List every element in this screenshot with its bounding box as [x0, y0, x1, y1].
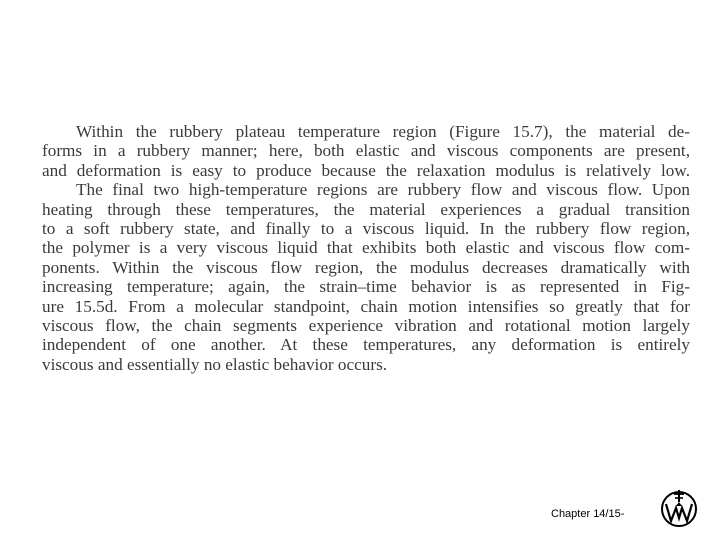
slide-label: Chapter 14/15- — [551, 508, 625, 520]
text-line: independent of one another. At these temperatures, any deformation is entirely — [42, 335, 690, 355]
text-line: ponents. Within the viscous flow region, the modulus decreases dramatically with — [42, 257, 690, 277]
text-line: to a soft rubbery state, and finally to a viscous liquid. In the rubbery flow region, — [42, 218, 690, 238]
text-line: viscous and essentially no elastic behavior occurs. — [42, 354, 388, 374]
text-line: heating through these temperatures, the material experiences a gradual transition — [42, 199, 690, 219]
text-line: ure 15.5d. From a molecular standpoint, chain motion intensifies so greatly that for — [42, 296, 690, 316]
text-line: forms in a rubbery manner; here, both elastic and viscous components are present, — [42, 141, 690, 161]
text-line: and deformation is easy to produce because the relaxation modulus is relatively low. — [42, 160, 690, 180]
text-line: the polymer is a very viscous liquid that exhibits both elastic and viscous flow com- — [42, 238, 690, 258]
text-line: viscous flow, the chain segments experience vibration and rotational motion largely — [42, 315, 690, 335]
text-line: Within the rubbery plateau temperature region (Figure 15.7), the material de- — [76, 122, 690, 141]
body-text — [42, 122, 690, 374]
wiley-logo-icon — [660, 488, 698, 528]
text-line: The final two high-temperature regions are rubbery flow and viscous flow. Upon — [76, 180, 690, 200]
text-line: increasing temperature; again, the strain–time behavior is as represented in Fig- — [42, 277, 690, 297]
